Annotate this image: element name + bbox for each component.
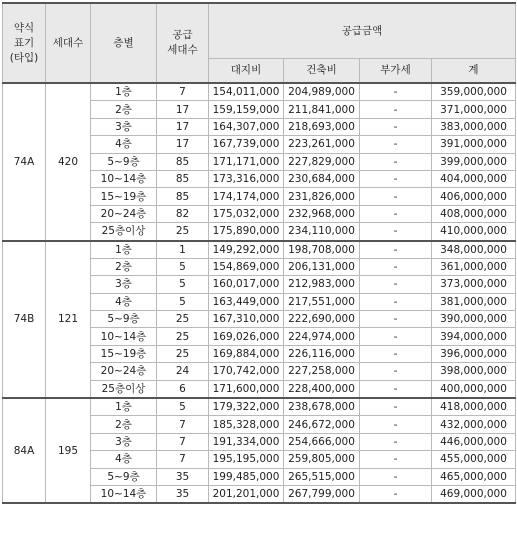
vat-cell: -: [360, 345, 432, 362]
land-cost-cell: 175,890,000: [209, 223, 284, 241]
building-cost-cell: 211,841,000: [284, 101, 360, 118]
floor-cell: 20~24층: [91, 205, 157, 222]
vat-cell: -: [360, 451, 432, 468]
building-cost-cell: 227,829,000: [284, 153, 360, 170]
total-cell: 381,000,000: [432, 293, 516, 310]
supply-households-cell: 5: [157, 258, 209, 275]
vat-cell: -: [360, 83, 432, 101]
floor-cell: 20~24층: [91, 363, 157, 380]
vat-cell: -: [360, 258, 432, 275]
floor-cell: 25층이상: [91, 380, 157, 398]
land-cost-cell: 167,310,000: [209, 311, 284, 328]
vat-cell: -: [360, 188, 432, 205]
vat-cell: -: [360, 223, 432, 241]
total-cell: 446,000,000: [432, 433, 516, 450]
land-cost-cell: 154,869,000: [209, 258, 284, 275]
total-cell: 418,000,000: [432, 398, 516, 416]
vat-cell: -: [360, 311, 432, 328]
vat-cell: -: [360, 101, 432, 118]
building-cost-cell: 226,116,000: [284, 345, 360, 362]
households-cell: 121: [46, 241, 91, 399]
building-cost-cell: 223,261,000: [284, 136, 360, 153]
table-row: [3, 241, 516, 259]
land-cost-cell: 154,011,000: [209, 83, 284, 101]
land-cost-cell: 160,017,000: [209, 276, 284, 293]
building-cost-cell: 222,690,000: [284, 311, 360, 328]
total-cell: 359,000,000: [432, 83, 516, 101]
building-cost-cell: 224,974,000: [284, 328, 360, 345]
building-cost-cell: 231,826,000: [284, 188, 360, 205]
total-cell: 371,000,000: [432, 101, 516, 118]
building-cost-cell: 227,258,000: [284, 363, 360, 380]
floor-cell: 2층: [91, 101, 157, 118]
total-cell: 373,000,000: [432, 276, 516, 293]
supply-households-cell: 17: [157, 101, 209, 118]
total-cell: 399,000,000: [432, 153, 516, 170]
total-cell: 406,000,000: [432, 188, 516, 205]
supply-households-cell: 24: [157, 363, 209, 380]
land-cost-header: 대지비: [209, 59, 284, 84]
supply-households-cell: 6: [157, 380, 209, 398]
building-cost-cell: 254,666,000: [284, 433, 360, 450]
floor-cell: 2층: [91, 416, 157, 433]
households-column-header: 세대수: [46, 3, 91, 83]
land-cost-cell: 195,195,000: [209, 451, 284, 468]
building-cost-cell: 259,805,000: [284, 451, 360, 468]
supply-households-cell: 1: [157, 241, 209, 259]
vat-cell: -: [360, 485, 432, 503]
building-cost-cell: 198,708,000: [284, 241, 360, 259]
supply-households-cell: 7: [157, 416, 209, 433]
floor-cell: 4층: [91, 451, 157, 468]
building-cost-cell: 218,693,000: [284, 118, 360, 135]
total-cell: 398,000,000: [432, 363, 516, 380]
total-cell: 390,000,000: [432, 311, 516, 328]
floor-cell: 3층: [91, 276, 157, 293]
total-cell: 455,000,000: [432, 451, 516, 468]
supply-amount-header: 공급금액: [209, 3, 516, 59]
table-body: [3, 83, 516, 503]
land-cost-cell: 199,485,000: [209, 468, 284, 485]
table-header: [3, 3, 516, 83]
building-cost-cell: 212,983,000: [284, 276, 360, 293]
supply-households-cell: 7: [157, 451, 209, 468]
supply-households-cell: 25: [157, 345, 209, 362]
land-cost-cell: 169,026,000: [209, 328, 284, 345]
floor-column-header: 층별: [91, 3, 157, 83]
supply-households-cell: 17: [157, 136, 209, 153]
building-cost-cell: 206,131,000: [284, 258, 360, 275]
land-cost-cell: 191,334,000: [209, 433, 284, 450]
land-cost-cell: 201,201,000: [209, 485, 284, 503]
table-row: [3, 83, 516, 101]
floor-cell: 3층: [91, 118, 157, 135]
vat-header: 부가세: [360, 59, 432, 84]
land-cost-cell: 170,742,000: [209, 363, 284, 380]
building-cost-cell: 232,968,000: [284, 205, 360, 222]
floor-cell: 10~14층: [91, 170, 157, 187]
land-cost-cell: 159,159,000: [209, 101, 284, 118]
total-cell: 396,000,000: [432, 345, 516, 362]
floor-cell: 25층이상: [91, 223, 157, 241]
vat-cell: -: [360, 328, 432, 345]
building-cost-cell: 204,989,000: [284, 83, 360, 101]
total-cell: 432,000,000: [432, 416, 516, 433]
vat-cell: -: [360, 416, 432, 433]
building-cost-cell: 234,110,000: [284, 223, 360, 241]
vat-cell: -: [360, 153, 432, 170]
table-row: [3, 398, 516, 416]
floor-cell: 2층: [91, 258, 157, 275]
supply-households-cell: 85: [157, 170, 209, 187]
total-cell: 404,000,000: [432, 170, 516, 187]
floor-cell: 5~9층: [91, 153, 157, 170]
total-cell: 410,000,000: [432, 223, 516, 241]
households-cell: 420: [46, 83, 91, 241]
type-cell: 74A: [3, 83, 46, 241]
supply-households-cell: 25: [157, 328, 209, 345]
vat-cell: -: [360, 293, 432, 310]
type-cell: 74B: [3, 241, 46, 399]
vat-cell: -: [360, 433, 432, 450]
households-cell: 195: [46, 398, 91, 503]
vat-cell: -: [360, 380, 432, 398]
floor-cell: 15~19층: [91, 188, 157, 205]
supply-price-table: [2, 2, 516, 504]
floor-cell: 1층: [91, 241, 157, 259]
land-cost-cell: 173,316,000: [209, 170, 284, 187]
building-cost-cell: 246,672,000: [284, 416, 360, 433]
building-cost-cell: 265,515,000: [284, 468, 360, 485]
total-cell: 408,000,000: [432, 205, 516, 222]
floor-cell: 15~19층: [91, 345, 157, 362]
land-cost-cell: 179,322,000: [209, 398, 284, 416]
floor-cell: 4층: [91, 293, 157, 310]
land-cost-cell: 164,307,000: [209, 118, 284, 135]
supply-households-cell: 25: [157, 223, 209, 241]
supply-households-cell: 25: [157, 311, 209, 328]
floor-cell: 10~14층: [91, 328, 157, 345]
land-cost-cell: 185,328,000: [209, 416, 284, 433]
building-cost-cell: 238,678,000: [284, 398, 360, 416]
building-cost-header: 건축비: [284, 59, 360, 84]
total-cell: 391,000,000: [432, 136, 516, 153]
total-cell: 400,000,000: [432, 380, 516, 398]
building-cost-cell: 228,400,000: [284, 380, 360, 398]
floor-cell: 1층: [91, 398, 157, 416]
land-cost-cell: 163,449,000: [209, 293, 284, 310]
building-cost-cell: 230,684,000: [284, 170, 360, 187]
supply-households-cell: 85: [157, 153, 209, 170]
vat-cell: -: [360, 118, 432, 135]
supply-households-cell: 5: [157, 398, 209, 416]
floor-cell: 4층: [91, 136, 157, 153]
floor-cell: 5~9층: [91, 468, 157, 485]
total-cell: 394,000,000: [432, 328, 516, 345]
total-cell: 348,000,000: [432, 241, 516, 259]
supply-households-column-header: 공급 세대수: [157, 3, 209, 83]
supply-households-cell: 7: [157, 433, 209, 450]
land-cost-cell: 174,174,000: [209, 188, 284, 205]
supply-households-cell: 35: [157, 468, 209, 485]
floor-cell: 1층: [91, 83, 157, 101]
vat-cell: -: [360, 241, 432, 259]
vat-cell: -: [360, 468, 432, 485]
vat-cell: -: [360, 136, 432, 153]
supply-households-cell: 35: [157, 485, 209, 503]
vat-cell: -: [360, 398, 432, 416]
floor-cell: 10~14층: [91, 485, 157, 503]
land-cost-cell: 175,032,000: [209, 205, 284, 222]
land-cost-cell: 171,171,000: [209, 153, 284, 170]
supply-households-cell: 85: [157, 188, 209, 205]
vat-cell: -: [360, 170, 432, 187]
supply-households-cell: 5: [157, 276, 209, 293]
floor-cell: 5~9층: [91, 311, 157, 328]
supply-households-cell: 5: [157, 293, 209, 310]
total-cell: 361,000,000: [432, 258, 516, 275]
land-cost-cell: 171,600,000: [209, 380, 284, 398]
vat-cell: -: [360, 205, 432, 222]
land-cost-cell: 167,739,000: [209, 136, 284, 153]
total-cell: 383,000,000: [432, 118, 516, 135]
total-header: 계: [432, 59, 516, 84]
total-cell: 465,000,000: [432, 468, 516, 485]
supply-households-cell: 17: [157, 118, 209, 135]
building-cost-cell: 217,551,000: [284, 293, 360, 310]
vat-cell: -: [360, 363, 432, 380]
land-cost-cell: 169,884,000: [209, 345, 284, 362]
type-cell: 84A: [3, 398, 46, 503]
building-cost-cell: 267,799,000: [284, 485, 360, 503]
floor-cell: 3층: [91, 433, 157, 450]
land-cost-cell: 149,292,000: [209, 241, 284, 259]
total-cell: 469,000,000: [432, 485, 516, 503]
vat-cell: -: [360, 276, 432, 293]
supply-households-cell: 7: [157, 83, 209, 101]
supply-households-cell: 82: [157, 205, 209, 222]
type-column-header: 약식 표기 (타입): [3, 3, 46, 83]
